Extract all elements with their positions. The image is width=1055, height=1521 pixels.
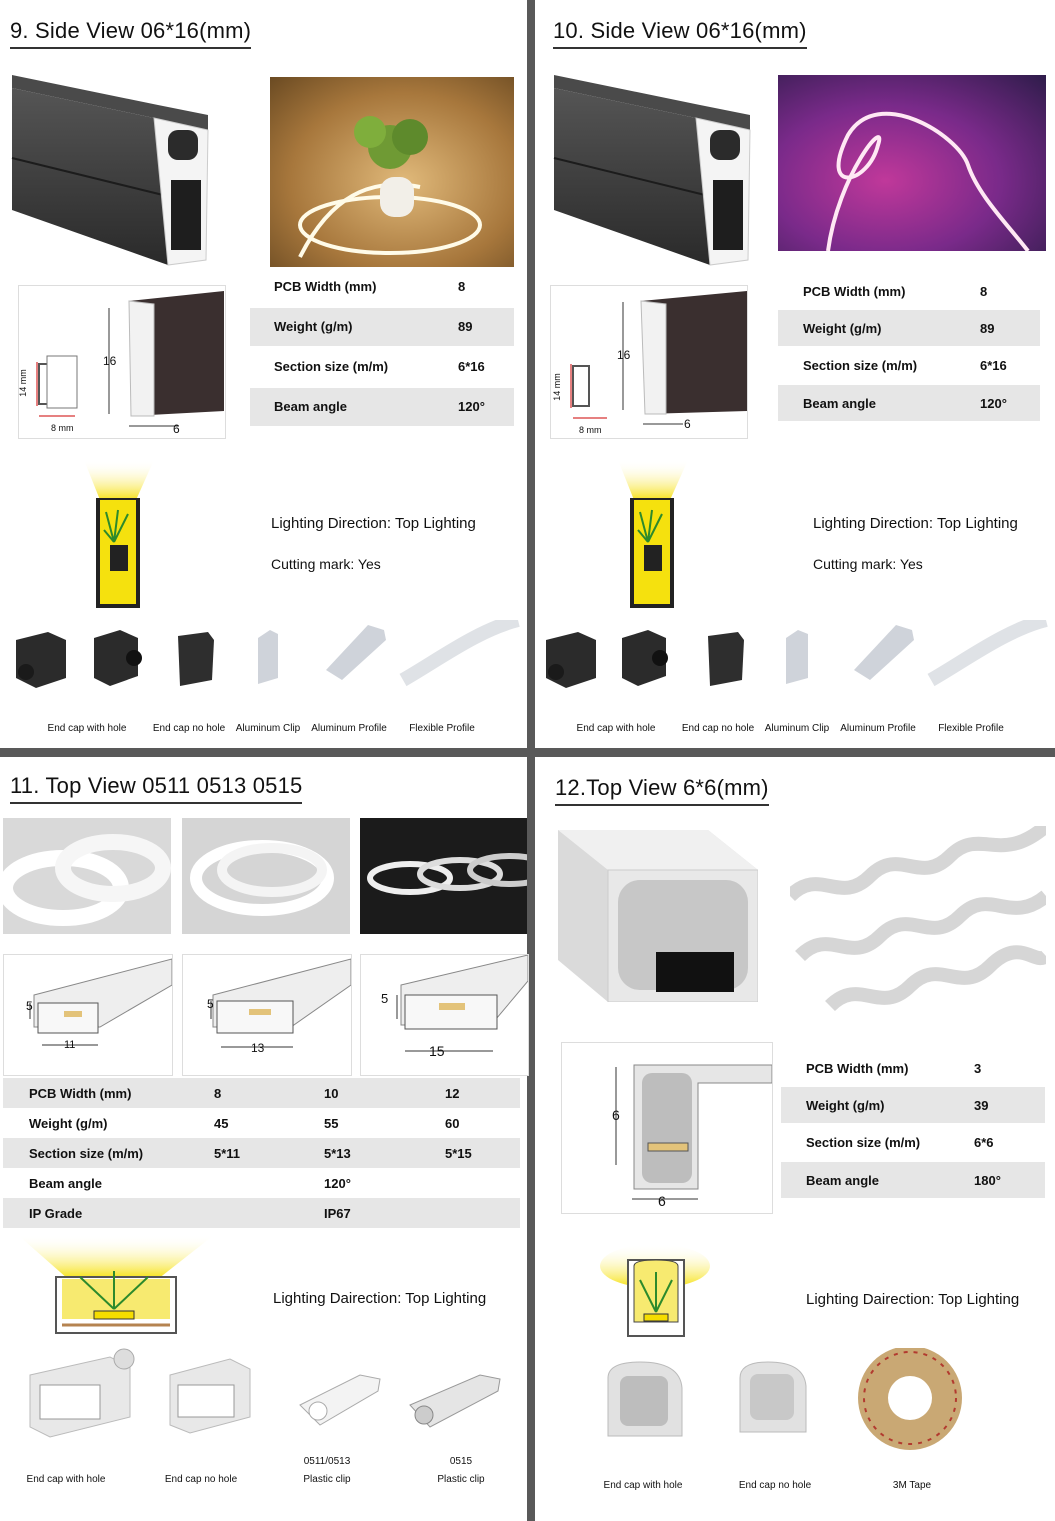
spec-value: 180°: [974, 1173, 1001, 1188]
s10-cutting-text: Cutting mark: Yes: [813, 556, 923, 572]
spec-value: 60: [445, 1116, 460, 1131]
s10-acc-aluminum-clip: Aluminum Clip: [764, 723, 830, 734]
spec-value: 3: [974, 1061, 982, 1076]
s11-h-label-0515: 5: [381, 991, 389, 1006]
spec-row: [3, 1108, 520, 1138]
s9-height-label: 16: [103, 354, 117, 368]
spec-value: 120°: [324, 1176, 351, 1191]
s12-accessory-images: [600, 1348, 1000, 1453]
spec-row: [3, 1168, 520, 1198]
s9-acc-aluminum-clip: Aluminum Clip: [235, 723, 301, 734]
spec-value: 5*11: [214, 1146, 241, 1161]
spec-row: [3, 1198, 520, 1228]
spec-row: [781, 1050, 1045, 1086]
spec-label: IP Grade: [29, 1206, 83, 1221]
s9-acc-flexible-profile: Flexible Profile: [409, 723, 475, 734]
spec-row: [781, 1087, 1045, 1123]
spec-row: [250, 348, 514, 386]
s12-direction-text: Lighting Dairection: Top Lighting: [806, 1291, 1020, 1308]
s10-width-label: 6: [684, 417, 691, 431]
spec-value: 120°: [980, 396, 1007, 411]
spec-label: Beam angle: [29, 1176, 102, 1191]
spec-label: Section size (m/m): [803, 358, 918, 373]
s9-acc-endcap-hole: End cap with hole: [47, 723, 127, 734]
s9-clip-height-label: 14 mm: [17, 369, 28, 397]
spec-row: [778, 347, 1040, 383]
s12-wave-image: [790, 826, 1046, 1016]
s10-lighting-diagram: [618, 460, 688, 612]
s12-dimension-diagram: [561, 1042, 773, 1214]
spec-row: [3, 1078, 520, 1108]
s12-spec-table: [781, 1050, 1045, 1202]
spec-label: Beam angle: [274, 399, 347, 414]
s10-clip-height-label: 14 mm: [551, 373, 562, 401]
spec-label: Section size (m/m): [806, 1135, 921, 1150]
s10-acc-aluminum-profile: Aluminum Profile: [840, 723, 916, 734]
s11-strip-photo-2: [182, 818, 350, 934]
s11-acc-endcap-hole: End cap with hole: [26, 1474, 106, 1485]
spec-value: 45: [214, 1116, 229, 1131]
s11-direction-text: Lighting Dairection: Top Lighting: [273, 1290, 487, 1307]
spec-label: Weight (g/m): [803, 321, 882, 336]
s9-width-label: 6: [173, 422, 180, 436]
s11-accessory-images: [20, 1345, 520, 1455]
s11-h-label-0513: 5: [207, 997, 214, 1011]
spec-label: Weight (g/m): [274, 319, 353, 334]
spec-label: Weight (g/m): [29, 1116, 108, 1131]
s12-profile-image: [558, 830, 758, 1002]
s11-w-label-0511: 11: [64, 1039, 76, 1051]
spec-value: 6*6: [974, 1135, 994, 1150]
s9-lighting-diagram: [84, 460, 154, 612]
spec-value: 5*15: [445, 1146, 472, 1161]
s9-plant-photo: [270, 77, 514, 267]
section-12-title: 12.Top View 6*6(mm): [555, 775, 769, 806]
spec-row: [250, 308, 514, 346]
s11-acc-endcap-nohole: End cap no hole: [164, 1474, 238, 1485]
spec-value: 120°: [458, 399, 485, 414]
spec-row: [781, 1162, 1045, 1198]
s9-cutting-text: Cutting mark: Yes: [271, 556, 381, 572]
spec-value: 10: [324, 1086, 339, 1101]
spec-value: 6*16: [458, 359, 485, 374]
s9-dimension-diagram: [18, 285, 226, 439]
section-10-title: 10. Side View 06*16(mm): [553, 18, 807, 49]
s11-strip-photo-1: [3, 818, 171, 934]
s11-diagram-0511: [3, 954, 173, 1076]
s9-accessory-images: [8, 620, 523, 700]
spec-row: [778, 310, 1040, 346]
s10-direction-text: Lighting Direction: Top Lighting: [813, 515, 1018, 532]
spec-value: 8: [458, 279, 466, 294]
spec-label: Section size (m/m): [29, 1146, 144, 1161]
s12-acc-endcap-hole: End cap with hole: [603, 1480, 683, 1491]
spec-value: 89: [458, 319, 473, 334]
section-9-title: 9. Side View 06*16(mm): [10, 18, 251, 49]
s10-profile-image: [550, 70, 760, 270]
spec-value: 12: [445, 1086, 460, 1101]
spec-row: [250, 268, 514, 306]
spec-value: 8: [980, 284, 988, 299]
spec-label: PCB Width (mm): [806, 1061, 909, 1076]
s9-acc-endcap-nohole: End cap no hole: [152, 723, 226, 734]
s10-height-label: 16: [617, 348, 631, 362]
s11-acc-plastic-clip-b: Plastic clip: [437, 1474, 485, 1485]
spec-row: [3, 1138, 520, 1168]
spec-row: [781, 1124, 1045, 1160]
section-11-title: 11. Top View 0511 0513 0515: [10, 773, 302, 804]
spec-value: 5*13: [324, 1146, 351, 1161]
spec-label: PCB Width (mm): [29, 1086, 132, 1101]
spec-label: PCB Width (mm): [803, 284, 906, 299]
s9-spec-table: [250, 268, 514, 428]
spec-row: [778, 273, 1040, 309]
s11-w-label-0515: 15: [429, 1043, 445, 1059]
s10-acc-endcap-nohole: End cap no hole: [681, 723, 755, 734]
s12-lighting-diagram: [600, 1236, 710, 1338]
s11-acc-clip-0511-sub: 0511/0513: [303, 1456, 351, 1467]
spec-value: IP67: [324, 1206, 351, 1221]
s12-width-label: 6: [658, 1193, 666, 1209]
spec-row: [250, 388, 514, 426]
spec-value: 39: [974, 1098, 989, 1113]
spec-value: 89: [980, 321, 995, 336]
vertical-divider: [527, 0, 535, 1521]
s9-profile-image: [8, 70, 218, 270]
spec-label: PCB Width (mm): [274, 279, 377, 294]
horizontal-divider: [0, 748, 1055, 757]
s11-diagram-0515: [360, 954, 529, 1076]
s12-acc-endcap-nohole: End cap no hole: [738, 1480, 812, 1491]
spec-label: Beam angle: [806, 1173, 879, 1188]
s9-direction-text: Lighting Direction: Top Lighting: [271, 515, 476, 532]
s12-height-label: 6: [612, 1107, 620, 1123]
spec-label: Beam angle: [803, 396, 876, 411]
spec-label: Weight (g/m): [806, 1098, 885, 1113]
s10-spec-table: [778, 273, 1040, 425]
spec-row: [778, 385, 1040, 421]
spec-value: 8: [214, 1086, 222, 1101]
spec-value: 6*16: [980, 358, 1007, 373]
spec-value: 55: [324, 1116, 339, 1131]
s9-clip-width-label: 8 mm: [51, 423, 74, 433]
s11-strip-photo-3: [360, 818, 527, 934]
s11-h-label-0511: 5: [26, 999, 33, 1013]
s12-acc-3m-tape: 3M Tape: [892, 1480, 932, 1491]
s10-clip-width-label: 8 mm: [579, 425, 602, 435]
s11-diagram-0513: [182, 954, 352, 1076]
s9-acc-aluminum-profile: Aluminum Profile: [311, 723, 387, 734]
s10-acc-flexible-profile: Flexible Profile: [938, 723, 1004, 734]
spec-label: Section size (m/m): [274, 359, 389, 374]
s10-acc-endcap-hole: End cap with hole: [576, 723, 656, 734]
s11-spec-table: [3, 1078, 520, 1228]
s11-w-label-0513: 13: [251, 1041, 265, 1055]
s11-acc-plastic-clip-a: Plastic clip: [303, 1474, 351, 1485]
s10-dimension-diagram: [550, 285, 748, 439]
s10-neon-photo: [778, 75, 1046, 251]
s11-lighting-diagram: [18, 1235, 214, 1337]
s11-acc-clip-0515-sub: 0515: [449, 1456, 473, 1467]
s10-accessory-images: [538, 620, 1050, 700]
